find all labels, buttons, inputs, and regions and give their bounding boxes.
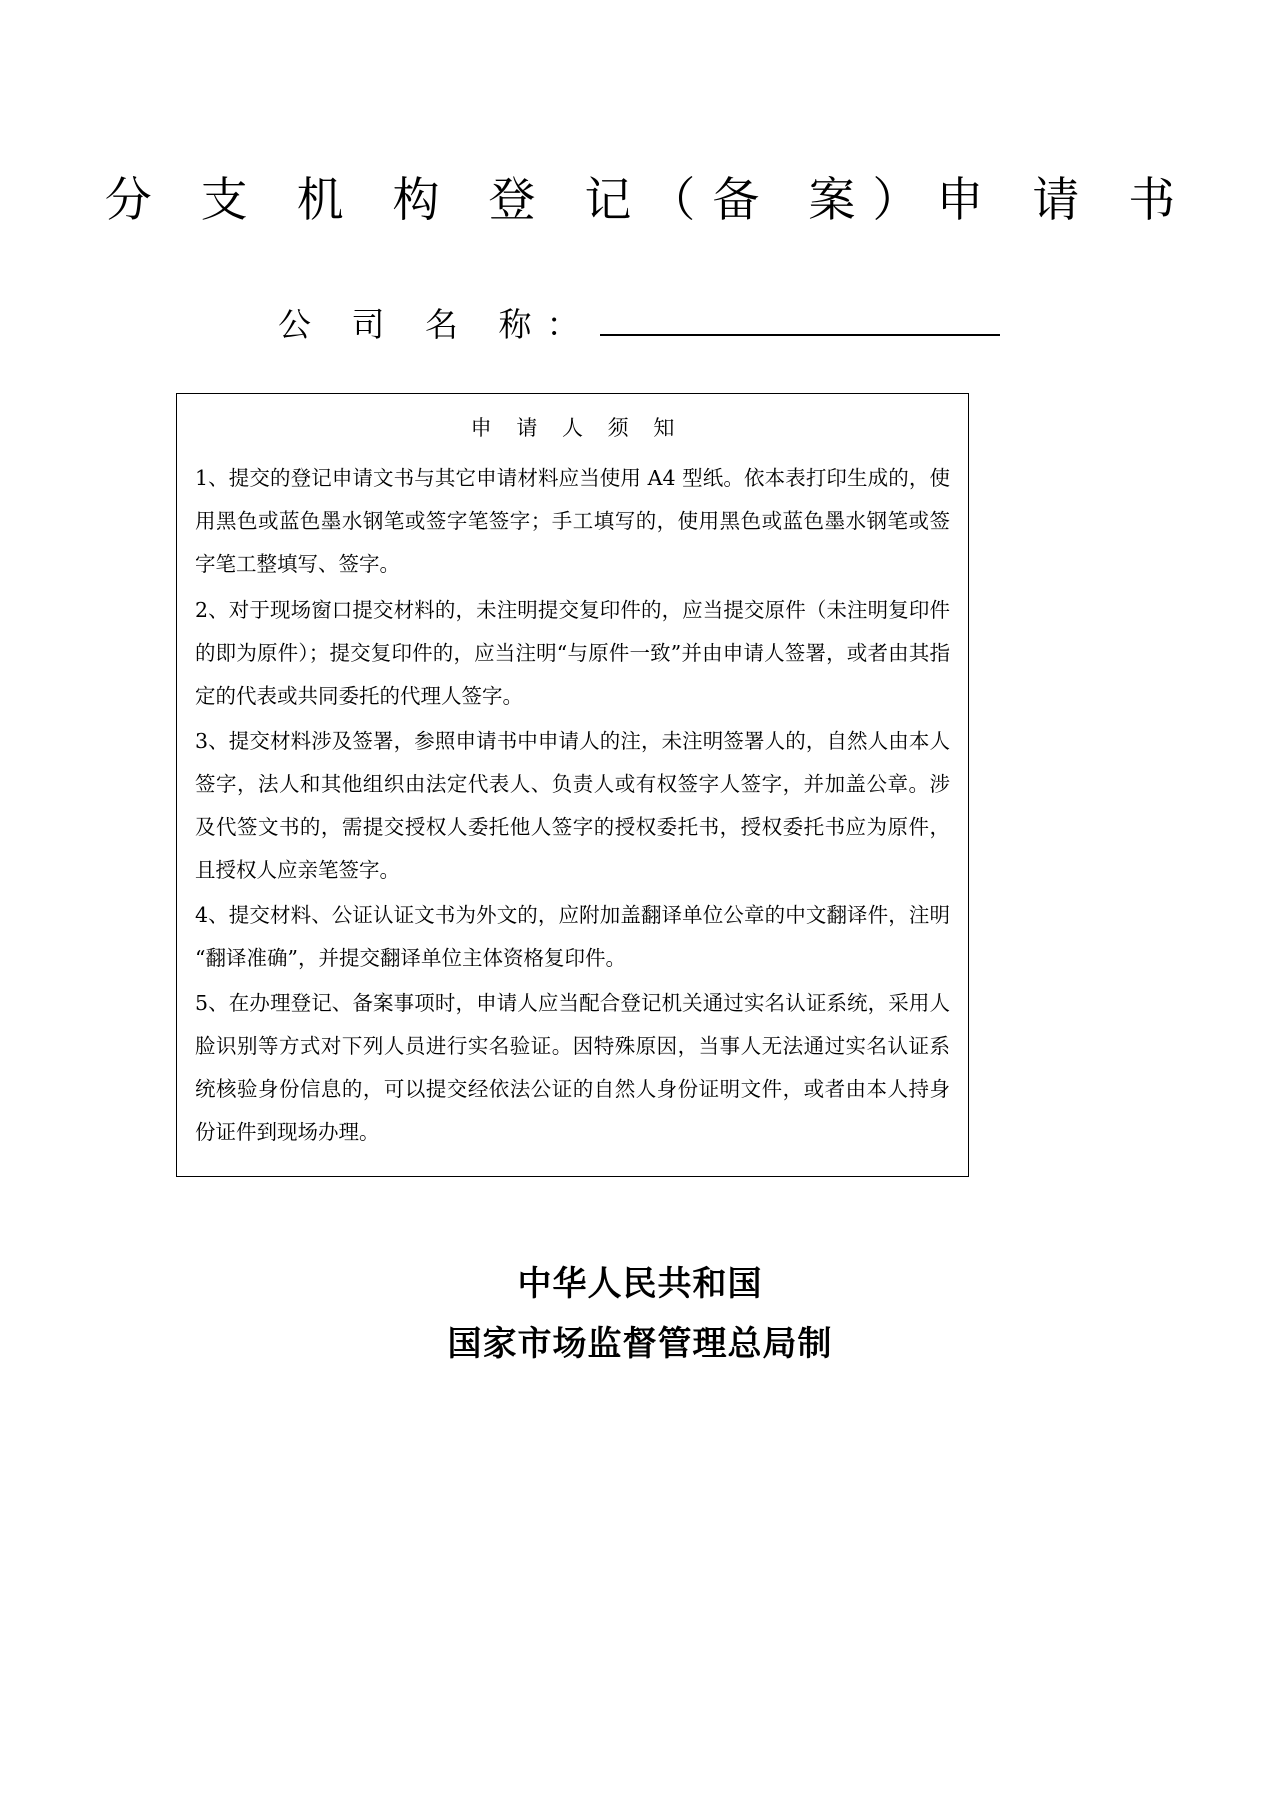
notice-item-1: 1、提交的登记申请文书与其它申请材料应当使用 A4 型纸。依本表打印生成的，使用黑色或蓝色墨水钢笔或签字笔签字；手工填写的，使用黑色或蓝色墨水钢笔或签字笔工整填写、签字。	[195, 466, 950, 577]
company-name-label: 公 司 名 称：	[278, 305, 595, 344]
document-footer	[0, 1255, 1280, 1374]
notice-item-4: 4、提交材料、公证认证文书为外文的，应附加盖翻译单位公章的中文翻译件，注明“翻译准确”，并提交翻译单位主体资格复印件。	[195, 902, 950, 970]
page-title: 分 支 机 构 登 记（备 案）申 请 书	[104, 173, 1193, 228]
footer-issuing-authority: 国家市场监督管理总局制	[447, 1323, 833, 1364]
footer-country-name: 中华人民共和国	[517, 1264, 763, 1304]
applicant-notice-box	[176, 393, 969, 1177]
notice-item-3: 3、提交材料涉及签署，参照申请书中申请人的注，未注明签署人的，自然人由本人签字，法人和其他组织由法定代表人、负责人或有权签字人签字，并加盖公章。涉及代签文书的，需提交授权人委托他人签字的授权委托书，授权委托书应为原件，且授权人应亲笔签字。	[195, 728, 950, 882]
notice-item-2: 2、对于现场窗口提交材料的，未注明提交复印件的，应当提交原件（未注明复印件的即为原件）；提交复印件的，应当注明“与原件一致”并由申请人签署，或者由其指定的代表或共同委托的代理人签字。	[195, 597, 950, 708]
company-name-input[interactable]	[600, 304, 1000, 336]
company-name-row	[0, 300, 1280, 350]
notice-item-5: 5、在办理登记、备案事项时，申请人应当配合登记机关通过实名认证系统，采用人脸识别等方式对下列人员进行实名验证。因特殊原因，当事人无法通过实名认证系统核验身份信息的，可以提交经依法公证的自然人身份证明文件，或者由本人持身份证件到现场办理。	[195, 990, 950, 1145]
notice-heading: 申 请 人 须 知	[470, 416, 684, 440]
